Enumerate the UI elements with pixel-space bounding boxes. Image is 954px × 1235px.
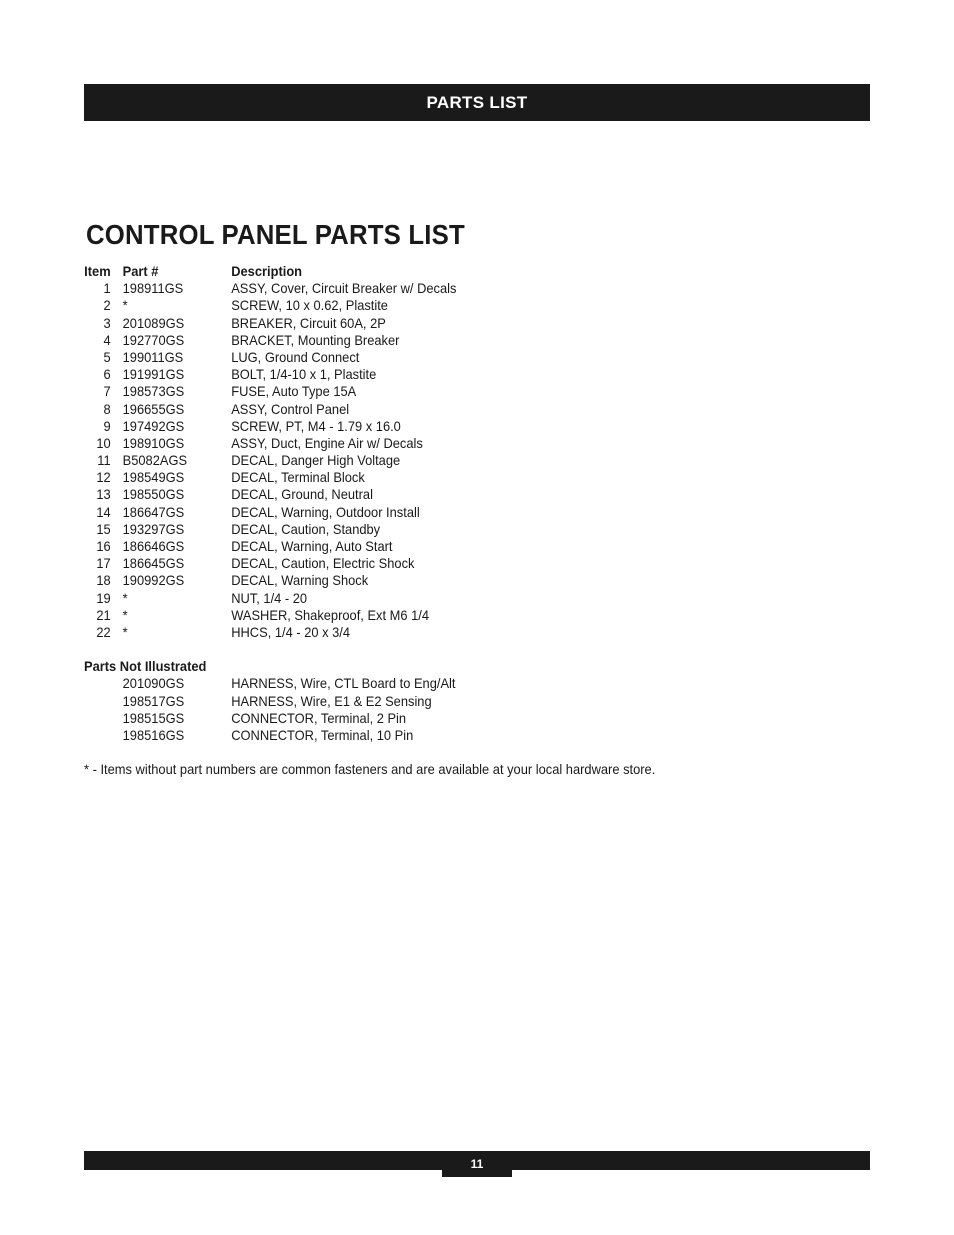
column-header-item: Item xyxy=(84,263,111,279)
part-number: 199011GS xyxy=(122,348,184,365)
not-illustrated-title: Parts Not Illustrated xyxy=(84,658,207,675)
part-description: BRACKET, Mounting Breaker xyxy=(231,331,400,348)
item-number: 2 xyxy=(103,297,111,314)
item-number: 15 xyxy=(96,520,111,537)
part-number: 193297GS xyxy=(122,520,185,537)
part-number: * xyxy=(122,297,128,314)
part-number: B5082AGS xyxy=(122,452,188,469)
part-description: DECAL, Terminal Block xyxy=(231,469,365,486)
item-number: 4 xyxy=(103,331,111,348)
part-description: DECAL, Danger High Voltage xyxy=(231,452,401,469)
table-row xyxy=(84,315,673,332)
part-number: 198516GS xyxy=(122,726,185,743)
part-description: DECAL, Warning, Outdoor Install xyxy=(231,503,420,520)
part-number: 198911GS xyxy=(122,280,184,297)
table-row xyxy=(84,280,673,297)
table-row xyxy=(84,504,673,521)
table-row xyxy=(84,675,673,692)
part-description: HARNESS, Wire, CTL Board to Eng/Alt xyxy=(231,675,456,692)
item-number: 17 xyxy=(96,555,111,572)
item-number: 9 xyxy=(103,417,111,434)
part-number: * xyxy=(122,606,128,623)
part-number: 198517GS xyxy=(122,692,185,709)
table-row xyxy=(84,435,673,452)
item-number: 12 xyxy=(96,469,111,486)
part-description: NUT, 1/4 - 20 xyxy=(231,589,308,606)
item-number: 7 xyxy=(103,383,111,400)
part-description: HARNESS, Wire, E1 & E2 Sensing xyxy=(231,692,432,709)
item-number: 19 xyxy=(96,589,111,606)
column-header-description: Description xyxy=(231,263,303,279)
part-number: * xyxy=(122,589,128,606)
table-row xyxy=(84,590,673,607)
item-number: 11 xyxy=(97,452,111,469)
item-number: 10 xyxy=(96,434,111,451)
item-number xyxy=(84,693,111,710)
part-description: SCREW, 10 x 0.62, Plastite xyxy=(231,297,388,314)
part-description: DECAL, Warning, Auto Start xyxy=(231,538,393,554)
item-number: 16 xyxy=(96,538,111,554)
part-number: 198549GS xyxy=(122,469,185,486)
table-row xyxy=(84,469,673,486)
item-number: 18 xyxy=(96,572,111,589)
part-number: 198910GS xyxy=(122,434,185,451)
part-number: 201089GS xyxy=(122,314,185,331)
part-number: * xyxy=(122,623,128,640)
part-description: ASSY, Cover, Circuit Breaker w/ Decals xyxy=(231,280,457,297)
part-description: DECAL, Ground, Neutral xyxy=(231,486,373,503)
part-description: ASSY, Duct, Engine Air w/ Decals xyxy=(231,434,423,451)
table-row xyxy=(84,521,673,538)
item-number xyxy=(84,727,111,744)
item-number: 1 xyxy=(103,280,111,297)
part-number: 190992GS xyxy=(122,572,185,589)
item-number: 22 xyxy=(96,623,111,640)
item-number: 3 xyxy=(103,314,111,331)
part-number: 197492GS xyxy=(122,417,185,434)
item-number: 5 xyxy=(103,348,111,365)
item-number xyxy=(84,675,111,692)
part-number: 196655GS xyxy=(122,400,185,417)
table-row xyxy=(84,349,673,366)
table-row xyxy=(84,401,673,418)
table-row xyxy=(84,572,673,589)
not-illustrated-rows xyxy=(84,675,673,744)
item-number: 14 xyxy=(96,503,111,520)
table-row xyxy=(84,624,673,641)
parts-list xyxy=(84,263,673,778)
part-description: WASHER, Shakeproof, Ext M6 1/4 xyxy=(231,606,430,623)
part-number: 186645GS xyxy=(122,555,185,572)
column-header-part: Part # xyxy=(122,263,159,279)
part-description: CONNECTOR, Terminal, 2 Pin xyxy=(231,709,407,726)
page-number: 11 xyxy=(442,1151,512,1177)
part-number: 198515GS xyxy=(122,709,185,726)
table-row xyxy=(84,538,673,555)
part-number: 186647GS xyxy=(122,503,185,520)
item-number: 8 xyxy=(103,400,111,417)
part-number: 198550GS xyxy=(122,486,185,503)
table-row xyxy=(84,383,673,400)
table-row xyxy=(84,452,673,469)
part-number: 186646GS xyxy=(122,538,185,554)
header-bar xyxy=(84,84,870,121)
table-header xyxy=(84,263,673,280)
table-row xyxy=(84,486,673,503)
part-description: BOLT, 1/4-10 x 1, Plastite xyxy=(231,366,377,383)
part-description: LUG, Ground Connect xyxy=(231,348,360,365)
item-number xyxy=(84,710,111,727)
footnote: * - Items without part numbers are common fasteners and are available at your local hardware store. xyxy=(84,761,656,778)
table-row xyxy=(84,607,673,624)
parts-rows xyxy=(84,280,673,641)
table-row xyxy=(84,727,673,744)
part-description: HHCS, 1/4 - 20 x 3/4 xyxy=(231,623,351,640)
table-row xyxy=(84,710,673,727)
part-description: DECAL, Warning Shock xyxy=(231,572,369,589)
table-row xyxy=(84,418,673,435)
item-number: 13 xyxy=(96,486,111,503)
table-row xyxy=(84,693,673,710)
header-title: PARTS LIST xyxy=(426,92,528,112)
table-row xyxy=(84,555,673,572)
part-number: 198573GS xyxy=(122,383,185,400)
part-description: FUSE, Auto Type 15A xyxy=(231,383,357,400)
item-number: 21 xyxy=(96,606,111,623)
part-description: DECAL, Caution, Electric Shock xyxy=(231,555,415,572)
part-description: DECAL, Caution, Standby xyxy=(231,520,381,537)
table-row xyxy=(84,366,673,383)
page-title: CONTROL PANEL PARTS LIST xyxy=(86,219,465,250)
item-number: 6 xyxy=(103,366,111,383)
part-description: SCREW, PT, M4 - 1.79 x 16.0 xyxy=(231,417,401,434)
table-row xyxy=(84,297,673,314)
table-row xyxy=(84,332,673,349)
part-description: CONNECTOR, Terminal, 10 Pin xyxy=(231,726,414,743)
part-number: 192770GS xyxy=(122,331,185,348)
part-number: 191991GS xyxy=(122,366,185,383)
part-description: ASSY, Control Panel xyxy=(231,400,350,417)
part-description: BREAKER, Circuit 60A, 2P xyxy=(231,314,386,331)
part-number: 201090GS xyxy=(122,675,185,692)
